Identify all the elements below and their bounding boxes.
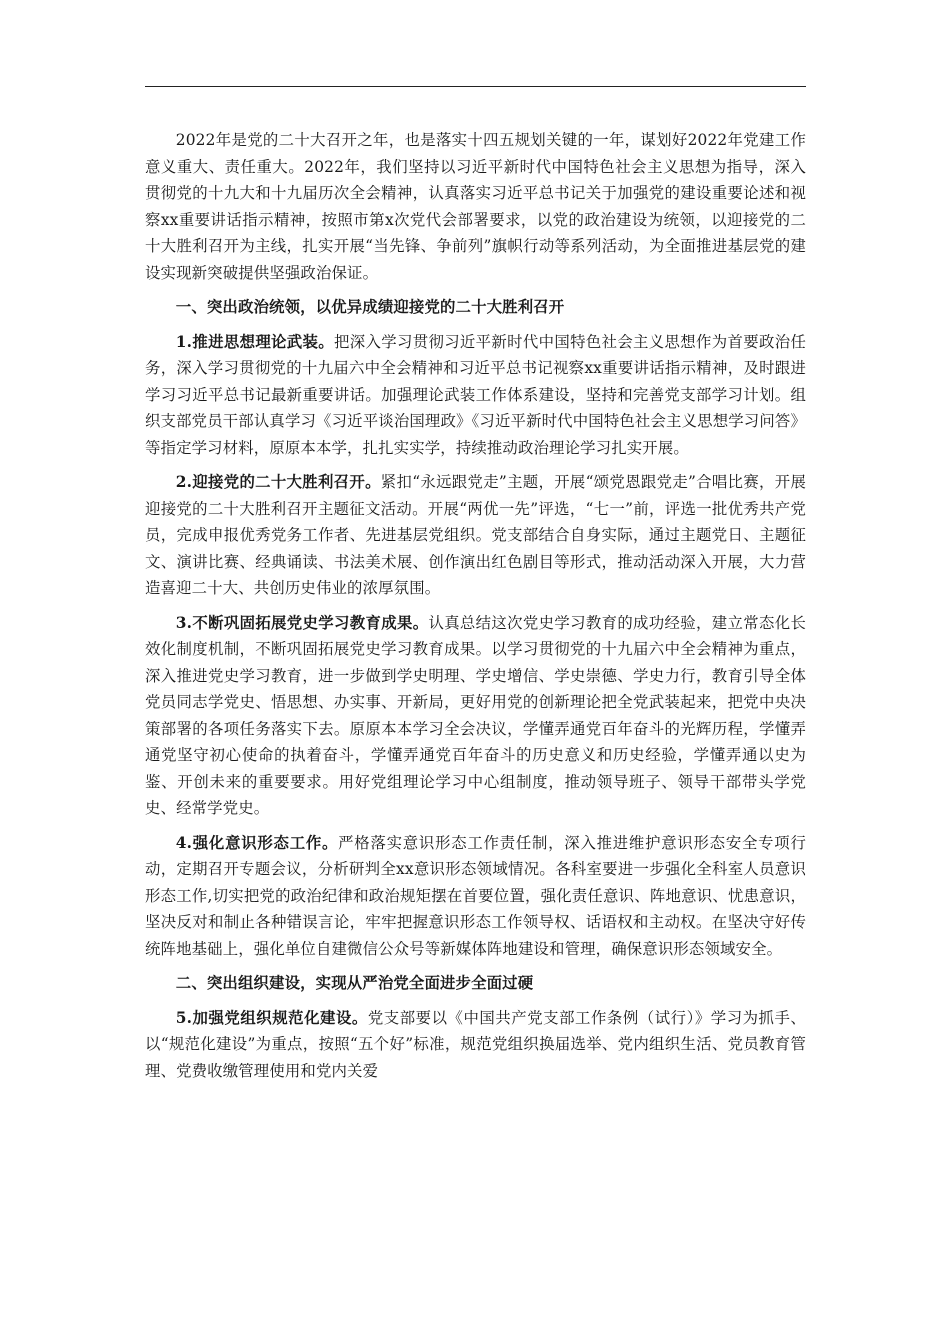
item-paragraph-4 (145, 830, 806, 963)
item-lead-2: 2.迎接党的二十大胜利召开。 (175, 473, 381, 491)
item-paragraph-1 (145, 329, 806, 462)
item-body-4: 严格落实意识形态工作责任制，深入推进维护意识形态安全专项行动，定期召开专题会议，分析研判全xx意识形态领域情况。各科室要进一步强化全科室人员意识形态工作,切实把党的政治纪律和政治规矩摆在首要位置，强化责任意识、阵地意识、忧患意识，坚决反对和制止各种错误言论，牢牢把握意识形态工作领导权、话语权和主动权。在坚决守好传统阵地基础上，强化单位自建微信公众号等新媒体阵地建设和管理，确保意识形态领域安全。 (145, 833, 806, 958)
header-rule (145, 86, 806, 87)
item-paragraph-3 (145, 610, 806, 822)
item-body-5: 党支部要以《中国共产党支部工作条例（试行）》学习为抓手、以“规范化建设”为重点，按照“五个好”标准，规范党组织换届选举、党内组织生活、党员教育管理、党费收缴管理使用和党内关爱 (145, 1008, 806, 1080)
document-body (145, 127, 806, 1092)
item-lead-4: 4.强化意识形态工作。 (175, 833, 339, 852)
section-heading-1: 一、突出政治统领，以优异成绩迎接党的二十大胜利召开 (175, 298, 565, 316)
item-lead-5: 5.加强党组织规范化建设。 (175, 1008, 368, 1027)
intro-paragraph: 2022年是党的二十大召开之年，也是落实十四五规划关键的一年，谋划好2022年党建工作意义重大、责任重大。2022年，我们坚持以习近平新时代中国特色社会主义思想为指导，深入贯彻党的十九大和十九届历次全会精神，认真落实习近平总书记关于加强党的建设重要论述和视察xx重要讲话指示精神，按照市第x次党代会部署要求，以党的政治建设为统领，以迎接党的二十大胜利召开为主线，扎实开展“当先锋、争前列”旗帜行动等系列活动，为全面推进基层党的建设实现新突破提供坚强政治保证。 (145, 131, 806, 282)
item-body-2: 紧扣“永远跟党走”主题，开展“颂党恩跟党走”合唱比赛，开展迎接党的二十大胜利召开主题征文活动。开展“两优一先”评选，“七一”前，评选一批优秀共产党员，完成申报优秀党务工作者、先进基层党组织。党支部结合自身实际，通过主题党日、主题征文、演讲比赛、经典诵读、书法美术展、创作演出红色剧目等形式，推动活动深入开展，大力营造喜迎二十大、共创历史伟业的浓厚氛围。 (145, 473, 806, 597)
section-heading-2: 二、突出组织建设，实现从严治党全面进步全面过硬 (175, 974, 534, 992)
item-body-3: 认真总结这次党史学习教育的成功经验，建立常态化长效化制度机制，不断巩固拓展党史学习教育成果。以学习贯彻党的十九届六中全会精神为重点，深入推进党史学习教育，进一步做到学史明理、学史增信、学史崇德、学史力行，教育引导全体党员同志学党史、悟思想、办实事、开新局，更好用党的创新理论把全党武装起来，把党中央决策部署的各项任务落实下去。原原本本学习全会决议，学懂弄通党百年奋斗的光辉历程，学懂弄通党坚守初心使命的执着奋斗，学懂弄通党百年奋斗的历史意义和历史经验，学懂弄通以史为鉴、开创未来的重要要求。用好党组理论学习中心组制度，推动领导班子、领导干部带头学党史、经常学党史。 (145, 613, 806, 817)
item-lead-3: 3.不断巩固拓展党史学习教育成果。 (175, 613, 429, 632)
item-paragraph-2 (145, 469, 806, 602)
item-body-1: 把深入学习贯彻习近平新时代中国特色社会主义思想作为首要政治任务，深入学习贯彻党的十九届六中全会精神和习近平总书记视察xx重要讲话指示精神，及时跟进学习习近平总书记最新重要讲话。加强理论武装工作体系建设，坚持和完善党支部学习计划。组织支部党员干部认真学习《习近平谈治国理政》《习近平新时代中国特色社会主义思想学习问答》等指定学习材料，原原本本学，扎扎实实学，持续推动政治理论学习扎实开展。 (145, 332, 806, 457)
item-lead-1: 1.推进思想理论武装。 (175, 332, 335, 351)
item-paragraph-5 (145, 1005, 806, 1085)
